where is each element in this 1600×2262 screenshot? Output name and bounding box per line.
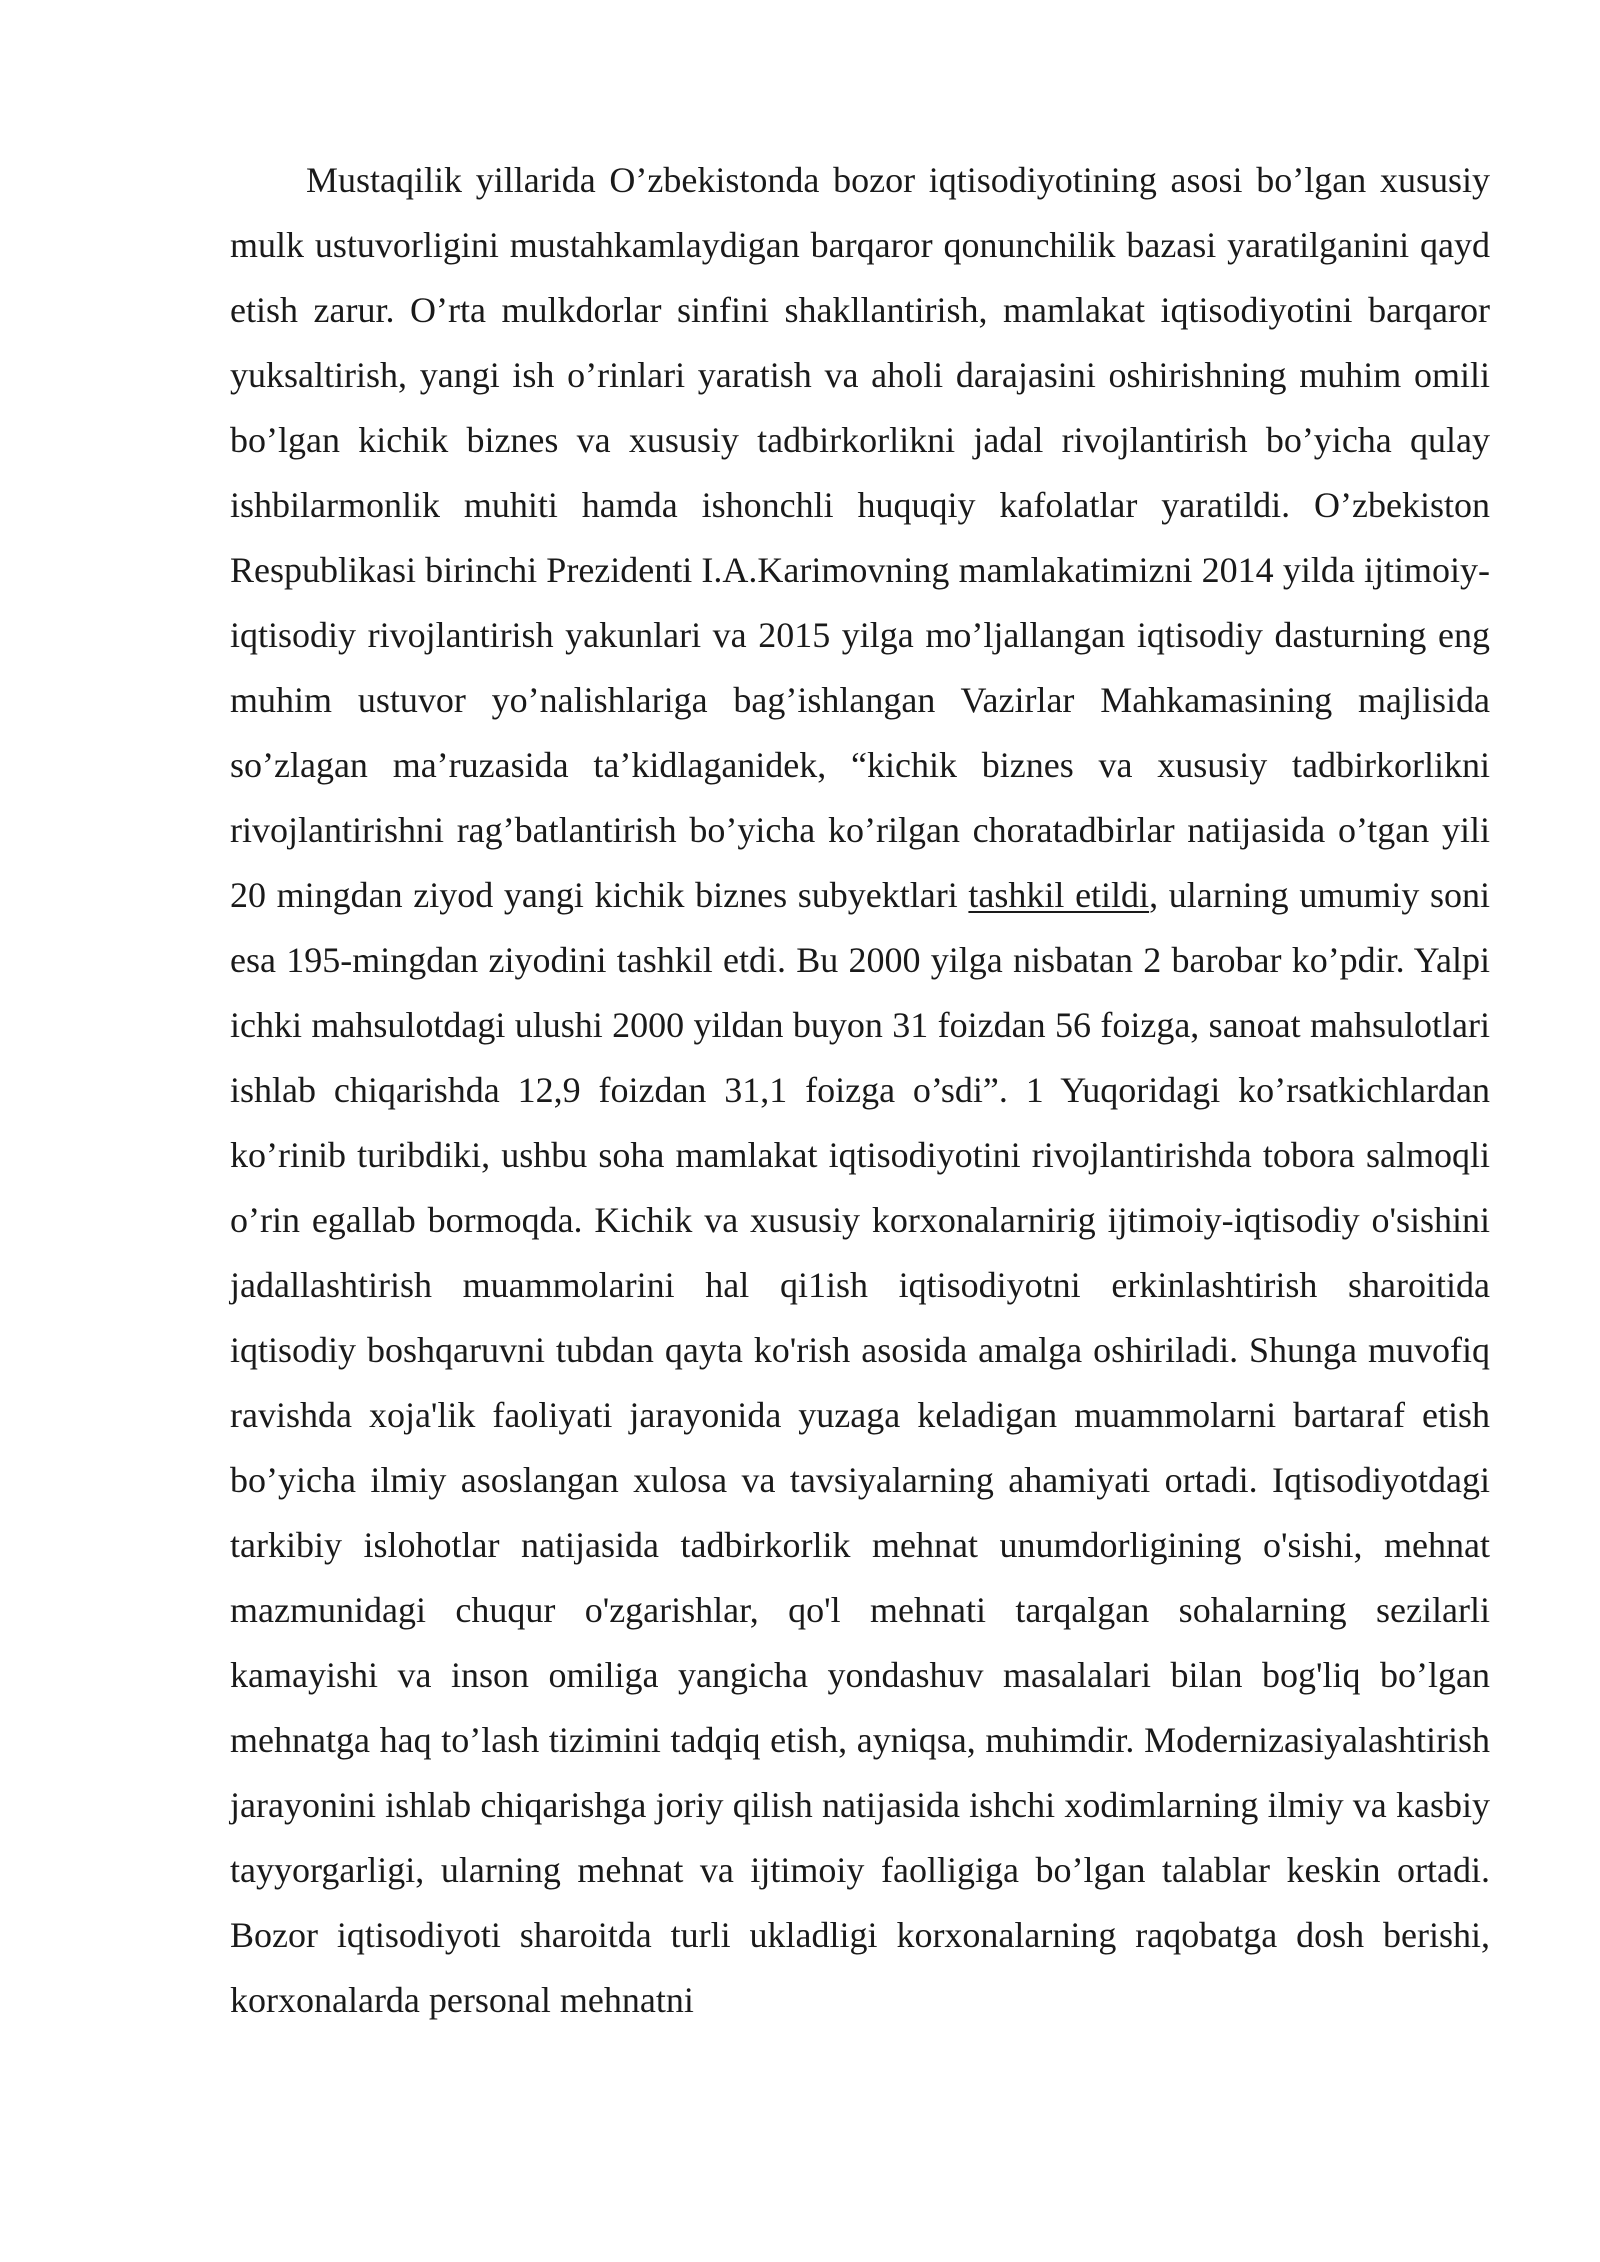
paragraph-text-end: , ularning umumiy soni esa 195-mingdan ziyodini tashkil etdi. Bu 2000 yilga nisbatan 2 barobar ko’pdir. Yalpi ichki mahsulotdagi ulushi 2000 yildan buyon 31 foizdan 56 foizga, sanoat mahsulotlari ishlab chiqarishda 12,9 foizdan 31,1 foizga o’sdi”. 1 Yuqoridagi ko’rsatkichlardan ko’rinib turibdiki, ushbu soha mamlakat iqtisodiyotini rivojlantirishda tobora salmoqli o’rin egallab bormoqda. Kichik va xususiy korxonalarnirig ijtimoiy-iqtisodiy o'sishini jadallashtirish muammolarini hal qi1ish iqtisodiyotni erkinlashtirish sharoitida iqtisodiy boshqaruvni tubdan qayta ko'rish asosida amalga oshiriladi. Shunga muvofiq ravishda xoja'lik faoliyati jarayonida yuzaga keladigan muammolarni bartaraf etish bo’yicha ilmiy asoslangan xulosa va tavsiyalarning ahamiyati ortadi. Iqtisodiyotdagi tarkibiy islohotlar natijasida tadbirkorlik mehnat unumdorligining o'sishi, mehnat mazmunidagi chuqur o'zgarishlar, qo'l mehnati tarqalgan sohalarning sezilarli kamayishi va inson omiliga yangicha yondashuv masalalari bilan bog'liq bo’lgan mehnatga haq to’lash tizimini tadqiq etish, ayniqsa, muhimdir. Modernizasiyalashtirish jarayonini ishlab chiqarishga joriy qilish natijasida ishchi xodimlarning ilmiy va kasbiy tayyorgarligi, ularning mehnat va ijtimoiy faolligiga bo’lgan talablar keskin ortadi. Bozor iqtisodiyoti sharoitda turli ukladligi korxonalarning raqobatga dosh berishi, korxonalarda personal mehnatni — [230, 875, 1491, 2020]
body-text — [230, 148, 1490, 2033]
paragraph — [230, 148, 1490, 2033]
paragraph-text-start: Mustaqilik yillarida O’zbekistonda bozor iqtisodiyotining asosi bo’lgan xususiy mulk ustuvorligini mustahkamlaydigan barqaror qonunchilik bazasi yaratilganini qayd etish zarur. O’rta mulkdorlar sinfini shakllantirish, mamlakat iqtisodiyotini barqaror yuksaltirish, yangi ish o’rinlari yaratish va aholi darajasini oshirishning muhim omili bo’lgan kichik biznes va xususiy tadbirkorlikni jadal rivojlantirish bo’yicha qulay ishbilarmonlik muhiti hamda ishonchli huquqiy kafolatlar yaratildi. O’zbekiston Respublikasi birinchi Prezidenti I.A.Karimovning mamlakatimizni 2014 yilda ijtimoiy-iqtisodiy rivojlantirish yakunlari va 2015 yilga mo’ljallangan iqtisodiy dasturning eng muhim ustuvor yo’nalishlariga bag’ishlangan Vazirlar Mahkamasining majlisida so’zlagan ma’ruzasida ta’kidlaganidek, “kichik biznes va xususiy tadbirkorlikni rivojlantirishni rag’batlantirish bo’yicha ko’rilgan choratadbirlar natijasida o’tgan yili 20 mingdan ziyod yangi kichik biznes subyektlari — [230, 160, 1490, 915]
underlined-phrase: tashkil etildi — [968, 875, 1150, 915]
